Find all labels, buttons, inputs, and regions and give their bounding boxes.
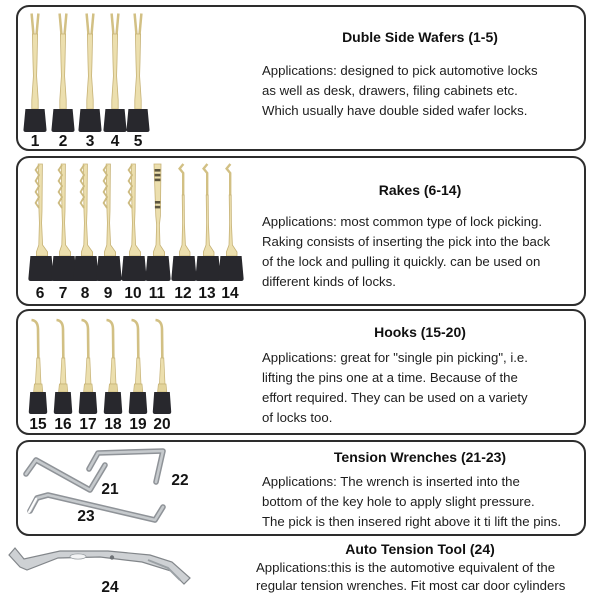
tool-number: 19 bbox=[129, 416, 147, 432]
section-double-side-wafers bbox=[16, 5, 586, 151]
hook-pick bbox=[153, 320, 171, 414]
wafer-pick bbox=[126, 14, 149, 133]
section-description bbox=[262, 348, 586, 428]
tool-number: 2 bbox=[58, 133, 68, 148]
tension-wrenches-illustration bbox=[18, 442, 248, 533]
description-line: of locks too. bbox=[262, 410, 333, 425]
section-auto-tension-tool bbox=[0, 538, 600, 600]
rake-pick bbox=[195, 164, 220, 281]
tool-number: 15 bbox=[29, 416, 47, 432]
rake-pick bbox=[96, 164, 121, 281]
tool-number: 22 bbox=[171, 472, 189, 489]
tool-number: 16 bbox=[54, 416, 72, 432]
section-description bbox=[256, 559, 590, 595]
hook-pick bbox=[29, 320, 47, 414]
tool-number: 7 bbox=[58, 285, 68, 300]
section-title: Tension Wrenches (21-23) bbox=[333, 449, 507, 465]
description-line: The pick is then insered right above it ti lift the pins. bbox=[262, 514, 562, 529]
tool-number: 23 bbox=[77, 508, 95, 525]
description-line: Applications: designed to pick automotive locks bbox=[262, 63, 538, 78]
tool-number: 14 bbox=[221, 285, 239, 300]
section-title: Auto Tension Tool (24) bbox=[345, 541, 495, 557]
wafer-pick bbox=[23, 14, 46, 133]
section-rakes bbox=[16, 156, 586, 306]
tool-number: 20 bbox=[153, 416, 171, 432]
tool-screw bbox=[110, 555, 114, 559]
tool-number: 9 bbox=[103, 285, 113, 300]
tool-number: 5 bbox=[133, 133, 143, 148]
rake-pick bbox=[218, 164, 243, 281]
rake-picks-illustration bbox=[18, 158, 258, 300]
tool-number: 4 bbox=[110, 133, 120, 148]
section-description bbox=[262, 472, 586, 532]
description-line: Applications: most common type of lock picking. bbox=[262, 214, 542, 229]
tool-number: 24 bbox=[101, 579, 119, 596]
tool-number: 1 bbox=[30, 133, 40, 148]
tool-number: 18 bbox=[104, 416, 122, 432]
section-description bbox=[262, 61, 586, 121]
rake-pick bbox=[73, 164, 98, 281]
tension-wrench-highlight bbox=[30, 495, 163, 520]
wafer-pick bbox=[51, 14, 74, 133]
rake-pick bbox=[121, 164, 146, 281]
rake-pick bbox=[51, 164, 76, 281]
tool-slot bbox=[70, 554, 86, 559]
hook-pick bbox=[54, 320, 72, 414]
tool-number: 3 bbox=[85, 133, 95, 148]
section-description bbox=[262, 212, 586, 292]
hook-pick bbox=[104, 320, 122, 414]
hook-pick bbox=[129, 320, 147, 414]
section-title: Hooks (15-20) bbox=[374, 324, 466, 340]
section-tension-wrenches bbox=[16, 440, 586, 536]
rake-pick-striped bbox=[145, 164, 170, 281]
description-line: Applications:this is the automotive equivalent of the bbox=[256, 560, 556, 575]
rake-pick bbox=[28, 164, 53, 281]
description-line: bottom of the key hole to apply slight pressure. bbox=[262, 494, 535, 509]
tool-number: 8 bbox=[80, 285, 90, 300]
description-line: regular tension wrenches. Fit most car door cylinders bbox=[256, 578, 566, 593]
section-hooks bbox=[16, 309, 586, 435]
description-line: Applications: great for "single pin picking", i.e. bbox=[262, 350, 528, 365]
tool-number: 21 bbox=[101, 481, 119, 498]
wafer-pick bbox=[78, 14, 101, 133]
section-title: Duble Side Wafers (1-5) bbox=[342, 29, 498, 45]
description-line: of the lock and pulling it quickly. can be used on bbox=[262, 254, 541, 269]
rake-pick bbox=[171, 164, 196, 281]
hook-picks-illustration bbox=[18, 311, 218, 432]
wafer-picks-illustration bbox=[18, 7, 248, 148]
description-line: effort required. They can be used on a variety bbox=[262, 390, 528, 405]
hook-pick bbox=[79, 320, 97, 414]
description-line: lifting the pins one at a time. Because of the bbox=[262, 370, 518, 385]
tool-number: 12 bbox=[174, 285, 192, 300]
description-line: as well as desk, drawers, filing cabinets etc. bbox=[262, 83, 518, 98]
tool-number: 11 bbox=[148, 285, 166, 300]
tool-number: 17 bbox=[79, 416, 97, 432]
tool-number: 6 bbox=[35, 285, 45, 300]
description-line: Raking consists of inserting the pick into the back bbox=[262, 234, 551, 249]
description-line: different kinds of locks. bbox=[262, 274, 396, 289]
tool-number: 10 bbox=[124, 285, 142, 300]
description-line: Applications: The wrench is inserted into the bbox=[262, 474, 520, 489]
auto-tension-tool-illustration bbox=[0, 538, 240, 600]
section-title: Rakes (6-14) bbox=[378, 182, 462, 198]
tool-number: 13 bbox=[198, 285, 216, 300]
wafer-pick bbox=[103, 14, 126, 133]
description-line: Which usually have double sided wafer locks. bbox=[262, 103, 528, 118]
